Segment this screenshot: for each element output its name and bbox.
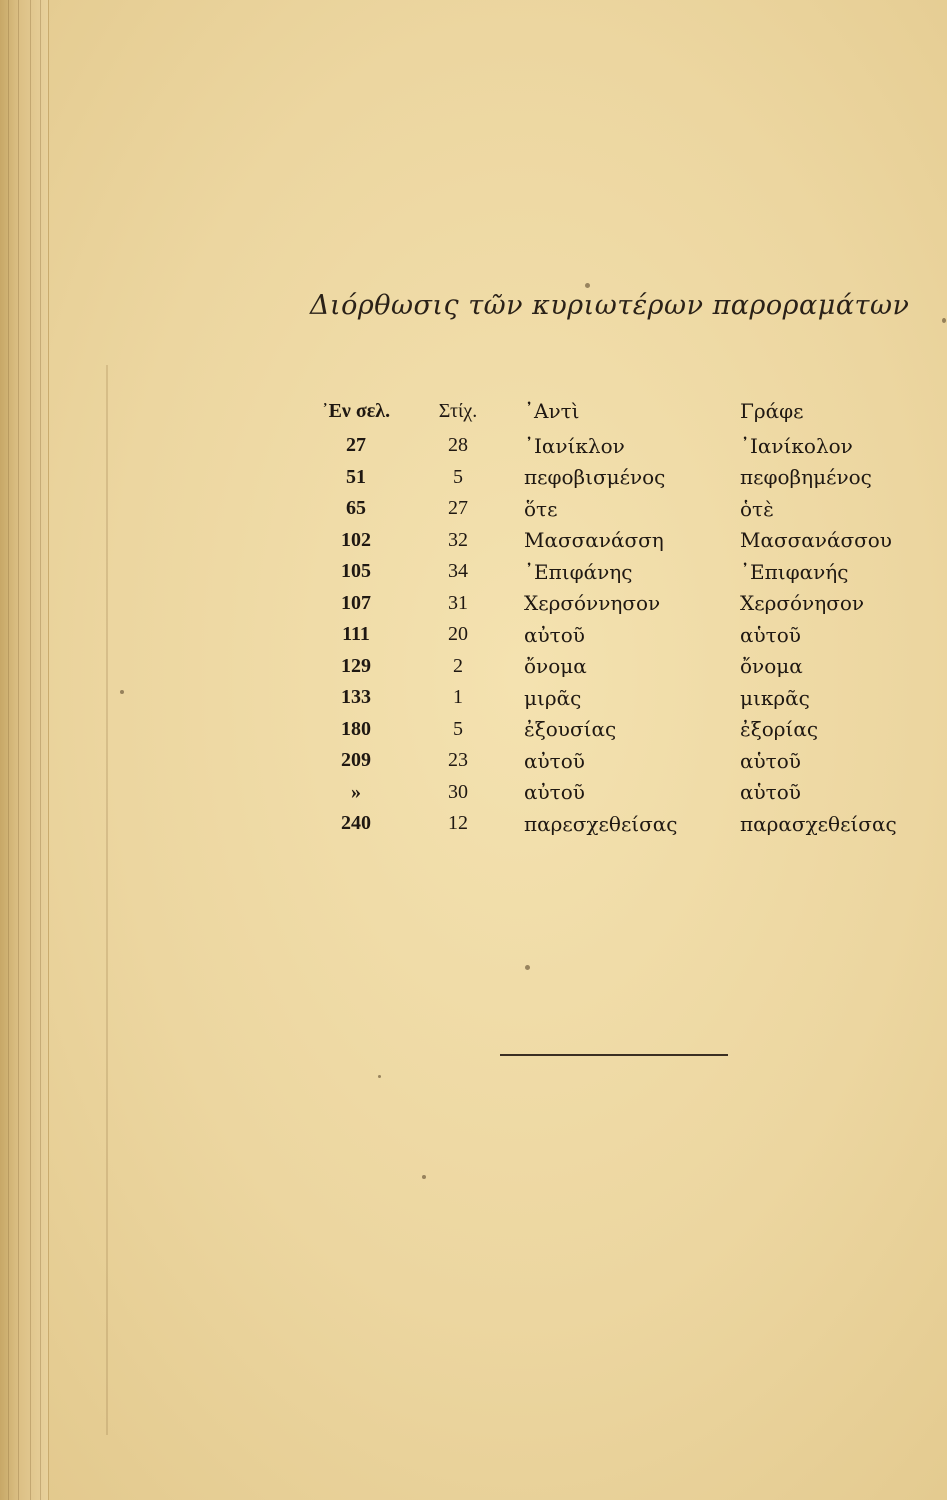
closing-rule [500,1054,728,1056]
row-wrong: ᾿Ιανίκλον [524,433,625,458]
row-page: 111 [342,623,370,646]
row-line: 32 [448,528,468,551]
page-edge-line [40,0,41,1500]
errata-row [300,808,920,840]
header-wrong: ᾿Αντὶ [524,399,580,423]
row-wrong: Μασσανάσση [524,528,664,553]
row-wrong: μιρᾶς [524,685,582,710]
row-page: 107 [341,591,371,614]
errata-row [300,493,920,525]
row-wrong: ὅτε [524,496,558,521]
page-edge-line [30,0,31,1500]
errata-header-row [300,392,920,430]
row-right: ᾿Επιφανής [740,559,849,584]
ink-speck [942,318,946,323]
row-right: αὑτοῦ [740,780,801,805]
ink-speck [585,283,590,288]
row-line: 20 [448,623,468,646]
ink-speck [378,1075,381,1078]
ink-speck [120,690,124,694]
row-page: 105 [341,560,371,583]
errata-row [300,651,920,683]
row-line: 23 [448,749,468,772]
row-wrong: αὐτοῦ [524,748,585,773]
errata-row [300,777,920,809]
margin-fold [106,365,108,1435]
row-wrong: ᾿Επιφάνης [524,559,633,584]
row-page: 129 [341,654,371,677]
row-page: 240 [341,812,371,835]
row-right: ᾿Ιανίκολον [740,433,853,458]
errata-title: Διόρθωσις τῶν κυριωτέρων παροραμάτων [310,290,910,321]
row-right: αὑτοῦ [740,748,801,773]
header-line: Στίχ. [438,399,478,422]
row-page: » [351,780,361,803]
row-line: 1 [453,686,463,709]
row-wrong: αὐτοῦ [524,622,585,647]
row-right: παρασχεθείσας [740,811,897,836]
errata-row [300,525,920,557]
errata-table [300,392,920,840]
errata-row [300,588,920,620]
ink-speck [422,1175,426,1179]
errata-row [300,462,920,494]
page-edge-line [18,0,19,1500]
row-line: 12 [448,812,468,835]
errata-row [300,745,920,777]
row-right: μικρᾶς [740,685,810,710]
row-line: 28 [448,434,468,457]
row-page: 27 [346,434,366,457]
row-page: 65 [346,497,366,520]
row-page: 51 [346,465,366,488]
row-wrong: παρεσχεθείσας [524,811,678,836]
row-page: 102 [341,528,371,551]
row-page: 133 [341,686,371,709]
row-page: 209 [341,749,371,772]
row-wrong: αὐτοῦ [524,780,585,805]
errata-row [300,430,920,462]
header-page: ᾿Εν σελ. [321,399,391,422]
row-line: 31 [448,591,468,614]
row-page: 180 [341,717,371,740]
row-line: 34 [448,560,468,583]
page-edge-line [8,0,9,1500]
row-right: αὑτοῦ [740,622,801,647]
row-line: 5 [453,465,463,488]
ink-speck [525,965,530,970]
row-right: ὄνομα [740,654,803,679]
row-wrong: Χερσόννησον [524,591,661,616]
row-wrong: πεφοβισμένος [524,465,666,490]
row-line: 27 [448,497,468,520]
row-right: Μασσανάσσου [740,528,892,553]
errata-row [300,714,920,746]
row-wrong: ὄνομα [524,654,587,679]
row-right: ἐξορίας [740,717,819,742]
row-line: 2 [453,654,463,677]
row-wrong: ἐξουσίας [524,717,617,742]
errata-row [300,619,920,651]
errata-row [300,556,920,588]
header-right: Γράφε [740,399,804,423]
errata-row [300,682,920,714]
row-right: ὁτὲ [740,496,774,521]
row-line: 5 [453,717,463,740]
row-right: Χερσόνησον [740,591,865,616]
row-right: πεφοβημένος [740,465,872,490]
row-line: 30 [448,780,468,803]
